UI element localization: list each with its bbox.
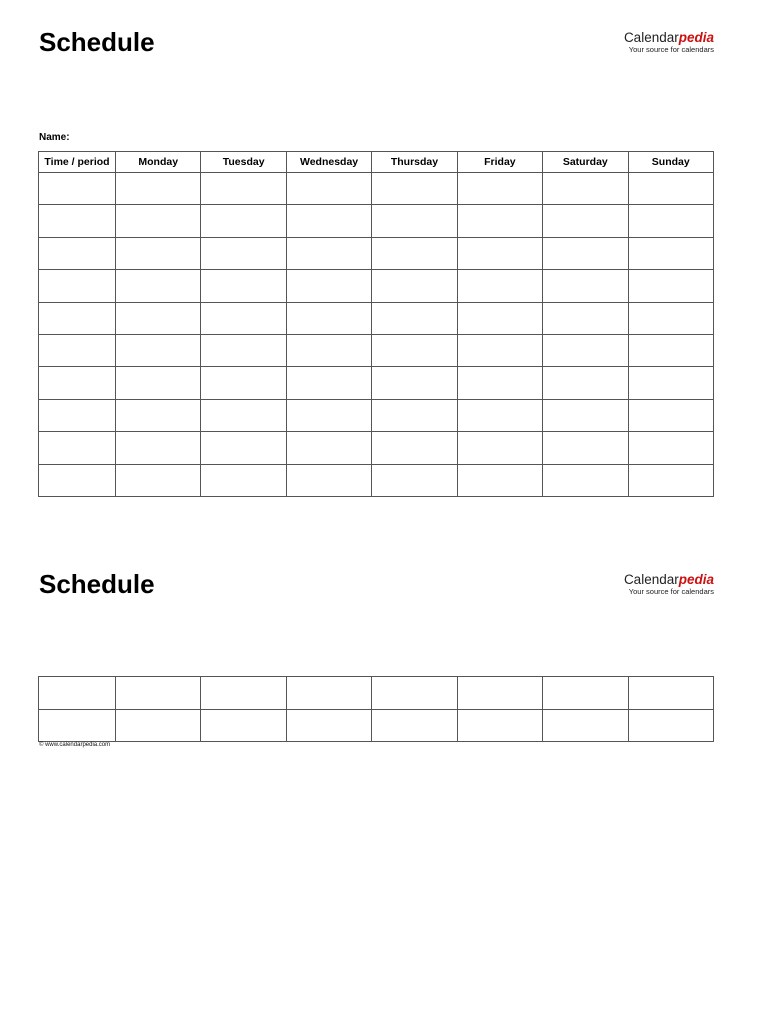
schedule-cell[interactable] xyxy=(628,399,713,431)
time-period-cell[interactable] xyxy=(39,464,116,496)
logo-wordmark xyxy=(624,30,714,45)
calendarpedia-logo[interactable] xyxy=(624,30,714,54)
schedule-cell[interactable] xyxy=(372,432,457,464)
schedule-cell[interactable] xyxy=(116,270,201,302)
table-row xyxy=(39,334,714,366)
column-header-monday: Monday xyxy=(116,152,201,173)
header-row xyxy=(39,152,714,173)
schedule-cell[interactable] xyxy=(286,677,371,710)
logo-name-plain: Calendar xyxy=(623,30,679,45)
schedule-cell[interactable] xyxy=(372,464,457,496)
schedule-cell[interactable] xyxy=(628,709,713,742)
schedule-cell[interactable] xyxy=(457,205,542,237)
logo-tagline: Your source for calendars xyxy=(628,45,714,54)
logo-tagline: Your source for calendars xyxy=(628,587,714,596)
schedule-cell[interactable] xyxy=(457,464,542,496)
schedule-cell[interactable] xyxy=(201,367,286,399)
schedule-table xyxy=(38,151,714,497)
schedule-cell[interactable] xyxy=(286,302,371,334)
schedule-cell[interactable] xyxy=(628,270,713,302)
logo-name-accent: pedia xyxy=(678,30,714,45)
schedule-cell[interactable] xyxy=(372,237,457,269)
schedule-cell[interactable] xyxy=(201,173,286,205)
schedule-cell[interactable] xyxy=(628,302,713,334)
table-row xyxy=(39,677,714,710)
table-row xyxy=(39,399,714,431)
schedule-cell[interactable] xyxy=(286,205,371,237)
schedule-body xyxy=(39,173,714,497)
schedule-cell[interactable] xyxy=(457,237,542,269)
schedule-cell[interactable] xyxy=(457,432,542,464)
schedule-cell[interactable] xyxy=(116,205,201,237)
schedule-cell[interactable] xyxy=(286,367,371,399)
schedule-cell[interactable] xyxy=(201,677,286,710)
column-header-wednesday: Wednesday xyxy=(286,152,371,173)
calendarpedia-logo-2[interactable] xyxy=(624,572,714,596)
schedule-cell[interactable] xyxy=(543,367,628,399)
table-row xyxy=(39,432,714,464)
schedule-cell[interactable] xyxy=(201,432,286,464)
schedule-cell[interactable] xyxy=(116,432,201,464)
schedule-cell[interactable] xyxy=(457,173,542,205)
table-row xyxy=(39,302,714,334)
schedule-cell[interactable] xyxy=(628,237,713,269)
column-header-saturday: Saturday xyxy=(543,152,628,173)
schedule-cell[interactable] xyxy=(286,334,371,366)
schedule-cell[interactable] xyxy=(201,709,286,742)
schedule-cell[interactable] xyxy=(372,334,457,366)
time-period-cell[interactable] xyxy=(39,270,116,302)
schedule-cell[interactable] xyxy=(116,464,201,496)
schedule-cell[interactable] xyxy=(116,173,201,205)
schedule-cell[interactable] xyxy=(457,677,542,710)
time-period-cell[interactable] xyxy=(39,302,116,334)
time-period-cell[interactable] xyxy=(39,173,116,205)
schedule-cell[interactable] xyxy=(457,399,542,431)
time-period-cell[interactable] xyxy=(39,237,116,269)
schedule-cell[interactable] xyxy=(372,270,457,302)
schedule-cell[interactable] xyxy=(286,237,371,269)
schedule-cell[interactable] xyxy=(116,709,201,742)
schedule-cell[interactable] xyxy=(286,432,371,464)
schedule-cell[interactable] xyxy=(201,302,286,334)
column-header-tuesday: Tuesday xyxy=(201,152,286,173)
table-row xyxy=(39,270,714,302)
schedule-cell[interactable] xyxy=(543,205,628,237)
schedule-cell[interactable] xyxy=(286,709,371,742)
schedule-cell[interactable] xyxy=(543,302,628,334)
schedule-cell[interactable] xyxy=(543,464,628,496)
schedule-cell[interactable] xyxy=(628,205,713,237)
logo-wordmark xyxy=(624,572,714,587)
time-period-cell[interactable] xyxy=(39,399,116,431)
schedule-cell[interactable] xyxy=(543,173,628,205)
schedule-cell[interactable] xyxy=(286,399,371,431)
name-label: Name: xyxy=(39,132,70,143)
logo-name-plain: Calendar xyxy=(623,572,679,587)
schedule-cell[interactable] xyxy=(628,464,713,496)
schedule-cell[interactable] xyxy=(372,677,457,710)
schedule-cell[interactable] xyxy=(372,173,457,205)
schedule-cell[interactable] xyxy=(372,205,457,237)
schedule-cell[interactable] xyxy=(628,334,713,366)
column-header-time-period: Time / period xyxy=(39,152,116,173)
table-row xyxy=(39,464,714,496)
schedule-body-2 xyxy=(39,677,714,742)
time-period-cell[interactable] xyxy=(39,709,116,742)
schedule-cell[interactable] xyxy=(372,302,457,334)
schedule-cell[interactable] xyxy=(543,677,628,710)
column-header-friday: Friday xyxy=(457,152,542,173)
schedule-cell[interactable] xyxy=(116,334,201,366)
schedule-table-2 xyxy=(38,676,714,742)
table-row xyxy=(39,205,714,237)
schedule-cell[interactable] xyxy=(457,367,542,399)
schedule-cell[interactable] xyxy=(116,367,201,399)
schedule-cell[interactable] xyxy=(201,237,286,269)
schedule-cell[interactable] xyxy=(457,302,542,334)
schedule-cell[interactable] xyxy=(116,237,201,269)
table-row xyxy=(39,709,714,742)
schedule-cell[interactable] xyxy=(457,709,542,742)
schedule-cell[interactable] xyxy=(116,399,201,431)
schedule-cell[interactable] xyxy=(543,399,628,431)
table-row xyxy=(39,173,714,205)
schedule-cell[interactable] xyxy=(543,432,628,464)
column-header-thursday: Thursday xyxy=(372,152,457,173)
schedule-cell[interactable] xyxy=(286,270,371,302)
schedule-cell[interactable] xyxy=(457,334,542,366)
schedule-cell[interactable] xyxy=(372,709,457,742)
table-row xyxy=(39,237,714,269)
schedule-cell[interactable] xyxy=(201,399,286,431)
schedule-cell[interactable] xyxy=(201,270,286,302)
time-period-cell[interactable] xyxy=(39,367,116,399)
time-period-cell[interactable] xyxy=(39,334,116,366)
schedule-cell[interactable] xyxy=(286,173,371,205)
schedule-cell[interactable] xyxy=(116,677,201,710)
page-title: Schedule xyxy=(39,27,155,57)
time-period-cell[interactable] xyxy=(39,432,116,464)
schedule-cell[interactable] xyxy=(201,205,286,237)
schedule-cell[interactable] xyxy=(628,677,713,710)
schedule-cell[interactable] xyxy=(543,709,628,742)
schedule-cell[interactable] xyxy=(543,270,628,302)
schedule-cell[interactable] xyxy=(628,367,713,399)
schedule-cell[interactable] xyxy=(372,367,457,399)
time-period-cell[interactable] xyxy=(39,205,116,237)
table-row xyxy=(39,367,714,399)
column-header-sunday: Sunday xyxy=(628,152,713,173)
schedule-cell[interactable] xyxy=(543,237,628,269)
schedule-cell[interactable] xyxy=(628,432,713,464)
page-title-2: Schedule xyxy=(39,569,155,599)
copyright-footer[interactable]: © www.calendarpedia.com xyxy=(39,742,111,748)
schedule-cell[interactable] xyxy=(286,464,371,496)
schedule-cell[interactable] xyxy=(201,334,286,366)
time-period-cell[interactable] xyxy=(39,677,116,710)
schedule-cell[interactable] xyxy=(457,270,542,302)
schedule-cell[interactable] xyxy=(628,173,713,205)
schedule-cell[interactable] xyxy=(201,464,286,496)
logo-name-accent: pedia xyxy=(678,572,714,587)
schedule-cell[interactable] xyxy=(372,399,457,431)
schedule-cell[interactable] xyxy=(116,302,201,334)
schedule-cell[interactable] xyxy=(543,334,628,366)
